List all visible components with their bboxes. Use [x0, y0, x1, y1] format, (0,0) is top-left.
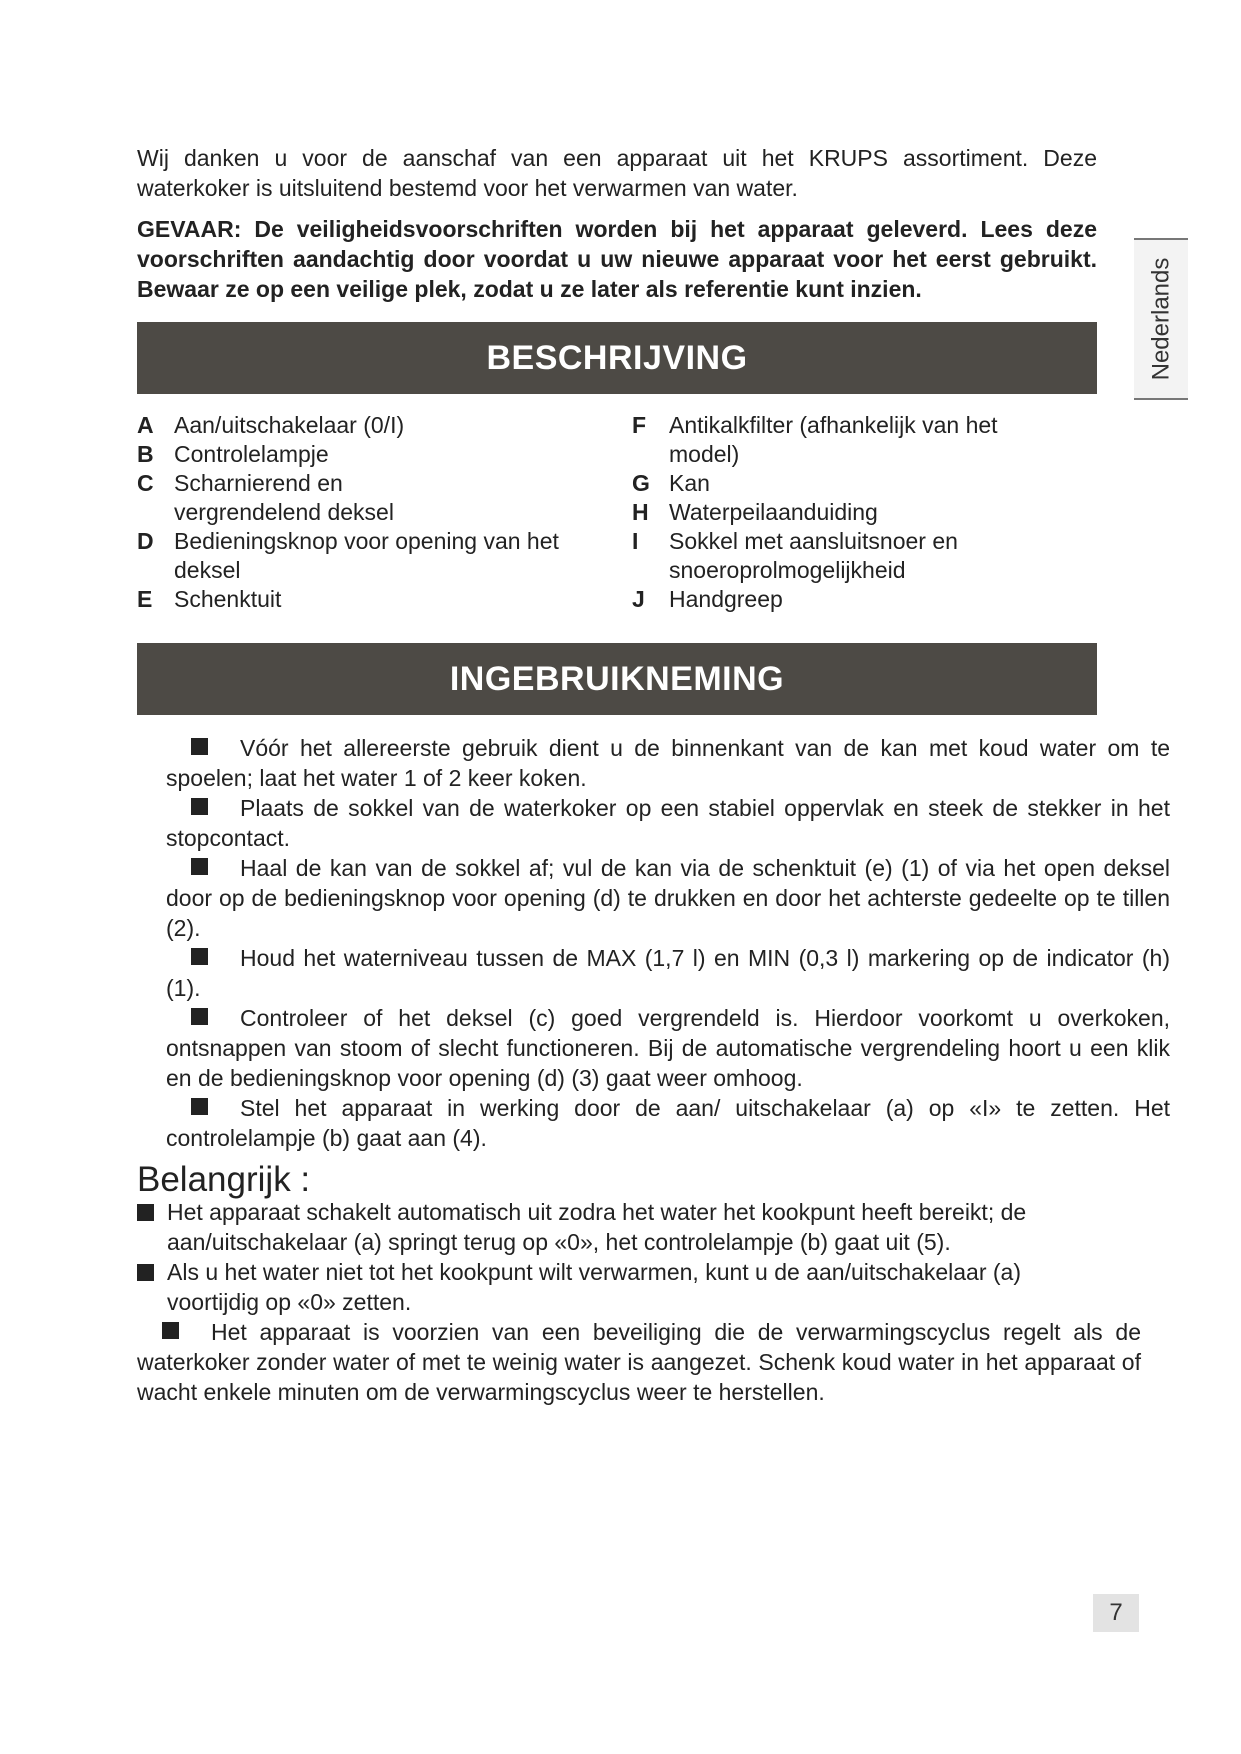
usage-step-text: Vóór het allereerste gebruik dient u de binnenkant van de kan met koud water om te spoelen; laat het water 1 of 2 keer koken.	[166, 735, 1170, 791]
part-desc: Controlelampje	[174, 441, 329, 467]
bullet-square-icon	[191, 738, 208, 755]
part-item	[632, 411, 1102, 469]
language-label: Nederlands	[1147, 257, 1174, 381]
part-letter: F	[632, 412, 647, 438]
usage-steps	[166, 733, 1170, 1153]
bullet-square-icon	[191, 858, 208, 875]
part-item	[632, 469, 1102, 498]
part-desc: Kan	[669, 470, 710, 496]
part-letter: I	[632, 528, 639, 554]
part-item	[137, 527, 607, 585]
usage-step	[166, 1093, 1170, 1153]
part-letter: J	[632, 586, 645, 612]
part-item	[137, 585, 607, 614]
part-letter: E	[137, 586, 153, 612]
bullet-square-icon	[191, 948, 208, 965]
part-letter: G	[632, 470, 650, 496]
usage-step-text: Haal de kan van de sokkel af; vul de kan via de schenktuit (e) (1) of via het open deksel door op de bedieningsknop voor opening (d) te drukken en door het achterste gedeelte op te tillen (2).	[166, 855, 1170, 941]
part-letter: B	[137, 441, 154, 467]
section-header-usage: INGEBRUIKNEMING	[137, 643, 1097, 715]
important-note-text: Het apparaat is voorzien van een beveiliging die de verwarmingscyclus regelt als de waterkoker zonder water of met te weinig water is aangezet. Schenk koud water in het apparaat of wacht enkele minuten om de verwarmingscyclus weer te herstellen.	[137, 1319, 1141, 1405]
language-tab	[1134, 238, 1188, 400]
important-note-text: Het apparaat schakelt automatisch uit zodra het water het kookpunt heeft bereikt; de aan/uitschakelaar (a) springt terug op «0», het controlelampje (b) gaat uit (5).	[167, 1199, 1027, 1255]
usage-step	[166, 733, 1170, 793]
usage-step	[166, 853, 1170, 943]
bullet-square-icon	[191, 1098, 208, 1115]
usage-step	[166, 943, 1170, 1003]
bullet-square-icon	[191, 798, 208, 815]
part-letter: C	[137, 470, 154, 496]
usage-step-text: Stel het apparaat in werking door de aan/ uitschakelaar (a) op «I» te zetten. Het controlelampje (b) gaat aan (4).	[166, 1095, 1170, 1151]
part-item	[137, 411, 607, 440]
part-desc: Sokkel met aansluitsnoer en snoeroprolmogelijkheid	[669, 528, 958, 583]
important-note	[137, 1317, 1141, 1407]
usage-step	[166, 1003, 1170, 1093]
section-header-description: BESCHRIJVING	[137, 322, 1097, 394]
parts-list-right	[632, 411, 1102, 614]
part-letter: A	[137, 412, 154, 438]
part-item	[632, 585, 1102, 614]
important-note	[137, 1197, 1137, 1257]
part-desc: Waterpeilaanduiding	[669, 499, 878, 525]
important-note	[137, 1257, 1137, 1317]
usage-step-text: Controleer of het deksel (c) goed vergrendeld is. Hierdoor voorkomt u overkoken, ontsnappen van stoom of slecht functioneren. Bij de automatische vergrendeling hoort u een klik en de bedieningsknop voor opening (d) (3) gaat weer omhoog.	[166, 1005, 1170, 1091]
bullet-square-icon	[191, 1008, 208, 1025]
part-desc: Antikalkfilter (afhankelijk van het model)	[669, 412, 998, 467]
part-item	[632, 498, 1102, 527]
important-note-text: Als u het water niet tot het kookpunt wilt verwarmen, kunt u de aan/uitschakelaar (a) voortijdig op «0» zetten.	[167, 1259, 1021, 1315]
safety-warning: GEVAAR: De veiligheidsvoorschriften worden bij het apparaat geleverd. Lees deze voorschriften aandachtig door voordat u uw nieuwe apparaat voor het eerst gebruikt. Bewaar ze op een veilige plek, zodat u ze later als referentie kunt inzien.	[137, 216, 1097, 302]
bullet-square-icon	[137, 1197, 167, 1257]
parts-list-left	[137, 411, 607, 614]
important-heading: Belangrijk :	[137, 1160, 311, 1199]
part-desc: Aan/uitschakelaar (0/I)	[174, 412, 405, 438]
important-notes	[137, 1197, 1141, 1407]
part-desc: Scharnierend en vergrendelend deksel	[174, 470, 394, 525]
part-item	[632, 527, 1102, 585]
bullet-square-icon	[137, 1257, 167, 1317]
part-item	[137, 469, 607, 527]
part-item	[137, 440, 607, 469]
bullet-square-icon	[162, 1322, 179, 1339]
intro-text: Wij danken u voor de aanschaf van een apparaat uit het KRUPS assortiment. Deze waterkoker is uitsluitend bestemd voor het verwarmen van water.	[137, 145, 1097, 201]
part-letter: H	[632, 499, 649, 525]
part-desc: Schenktuit	[174, 586, 282, 612]
usage-step-text: Houd het waterniveau tussen de MAX (1,7 l) en MIN (0,3 l) markering op de indicator (h) (1).	[166, 945, 1170, 1001]
page-number: 7	[1093, 1594, 1139, 1632]
usage-step	[166, 793, 1170, 853]
part-desc: Bedieningsknop voor opening van het deksel	[174, 528, 559, 583]
usage-step-text: Plaats de sokkel van de waterkoker op een stabiel oppervlak en steek de stekker in het stopcontact.	[166, 795, 1170, 851]
part-letter: D	[137, 528, 154, 554]
part-desc: Handgreep	[669, 586, 783, 612]
